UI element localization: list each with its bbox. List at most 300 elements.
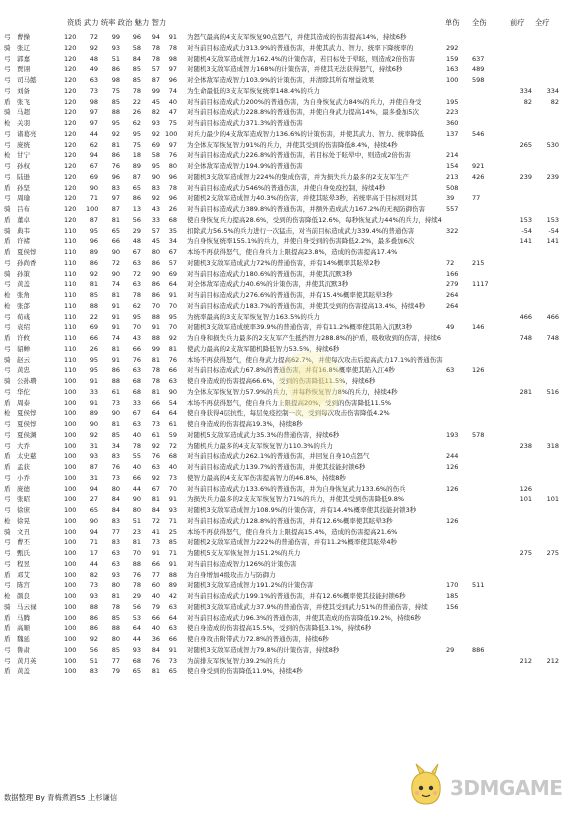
cell-total-damage: 489 (472, 65, 485, 74)
table-row (0, 602, 580, 613)
cell-aptitude: 120 (64, 76, 77, 84)
cell-skill-description: 对当前目标造成武力180.6%的普通伤害，并使其沉默3秒 (187, 269, 353, 278)
cell-aptitude: 110 (64, 344, 77, 353)
table-row (0, 570, 580, 581)
cell-force: 73 (89, 581, 98, 590)
cell-front-heal: 466 (519, 312, 532, 321)
cell-name: 张郃 (17, 301, 30, 310)
cell-type: 枪 (4, 301, 11, 310)
cell-charm: 77 (151, 570, 160, 579)
cell-single-damage: 29 (446, 645, 455, 654)
cell-skill-description: 对当前目标造成智力126%的计策伤害 (187, 559, 297, 568)
cell-aptitude: 100 (64, 635, 77, 643)
cell-type: 盾 (4, 215, 11, 224)
cell-skill-description: 使武力最高的2支敌军随机降低智力53.5%，持续6秒 (187, 344, 340, 353)
cell-skill-description: 本场不再获得怒气，使自身兵力上限提高20%，受到的伤害降低11.5% (187, 398, 392, 407)
cell-command: 99 (111, 33, 120, 41)
cell-politics: 29 (132, 226, 141, 235)
table-row (0, 279, 580, 290)
cell-command: 90 (111, 248, 120, 256)
cell-type: 盾 (4, 635, 11, 643)
cell-type: 弓 (4, 387, 11, 396)
cell-single-damage: 223 (446, 108, 459, 117)
cell-charm: 88 (151, 334, 160, 342)
cell-skill-description: 对随机2支敌军造成智力222%的普通伤害，并有11.2%概率使其眩晕4秒 (187, 538, 398, 547)
cell-aptitude: 100 (64, 473, 77, 482)
cell-politics: 76 (132, 355, 141, 364)
table-row (0, 666, 580, 677)
cell-skill-description: 对随机3支敌军造成智力224%的集成伤害，并为损失兵力最多的2支友军生产 (187, 172, 409, 181)
cell-total-heal: 516 (546, 387, 559, 396)
cell-intellect: 73 (168, 473, 177, 482)
cell-skill-description: 为自身和损失兵力最多的2支友军产生抵挡智力288.8%的护盾，吸收收到的伤害，持续6 (187, 334, 442, 342)
cell-intellect: 63 (168, 624, 177, 633)
cell-command: 84 (111, 506, 120, 514)
cell-politics: 13 (132, 205, 141, 213)
table-row (0, 204, 580, 215)
cell-single-damage: 214 (446, 151, 459, 160)
cell-skill-description: 对随机3支敌军造成统率39.9%的普通伤害，并有11.2%概率使其陷入沉默3秒 (187, 323, 413, 332)
cell-force: 48 (89, 54, 98, 63)
cell-aptitude: 100 (64, 538, 77, 547)
cell-politics: 66 (132, 344, 141, 353)
cell-type: 盾 (4, 248, 11, 256)
cell-charm: 64 (151, 409, 160, 418)
cell-aptitude: 100 (64, 430, 77, 439)
cell-force: 97 (89, 108, 98, 117)
cell-politics: 96 (132, 33, 141, 41)
cell-intellect: 91 (168, 645, 177, 654)
cell-type: 盾 (4, 398, 11, 407)
cell-front-heal: 101 (519, 495, 532, 504)
cell-total-damage: 426 (472, 172, 485, 181)
cell-charm: 72 (151, 516, 160, 525)
cell-force: 95 (89, 226, 98, 235)
cell-command: 90 (111, 409, 120, 418)
cell-type: 骑 (4, 377, 11, 385)
cell-type: 盾 (4, 452, 11, 461)
table-row (0, 430, 580, 441)
cell-skill-description: 对随机3支敌军造成智力79.8%的计策伤害，持续8秒 (187, 645, 340, 654)
cell-charm: 84 (151, 506, 160, 514)
cell-skill-description: 为前排友军恢复智力39.2%的兵力 (187, 656, 286, 665)
cell-command: 86 (111, 151, 120, 160)
cell-type: 弓 (4, 506, 11, 514)
cell-name: 颜良 (17, 592, 30, 600)
cell-politics: 63 (132, 366, 141, 375)
cell-skill-description: 对当前目标造成武力200%的普通伤害，为自身恢复武力84%的兵力，并使自身受 (187, 97, 422, 106)
cell-force: 92 (89, 430, 98, 439)
cell-name: 贾诩 (17, 65, 30, 74)
cell-force: 56 (89, 645, 98, 654)
cell-aptitude: 110 (64, 366, 77, 375)
cell-politics: 81 (132, 538, 141, 547)
cell-intellect: 71 (168, 549, 177, 557)
table-row (0, 215, 580, 226)
cell-single-damage: 264 (446, 291, 459, 299)
cell-intellect: 70 (168, 301, 177, 310)
cell-charm: 61 (151, 430, 160, 439)
cell-intellect: 92 (168, 334, 177, 342)
cell-politics: 23 (132, 527, 141, 536)
cell-force: 96 (89, 237, 98, 246)
cell-total-damage: 77 (472, 194, 481, 203)
cell-politics: 72 (132, 269, 141, 278)
cell-name: 甘宁 (17, 151, 30, 160)
watermark-circle-icon (255, 340, 365, 425)
cell-politics: 68 (132, 377, 141, 385)
cell-aptitude: 100 (64, 527, 77, 536)
cell-command: 91 (111, 301, 120, 310)
cell-politics: 87 (132, 172, 141, 181)
cell-skill-description: 对全体敌军造成武力40.6%的计策伤害，并使其沉默3秒 (187, 280, 349, 289)
table-row (0, 451, 580, 462)
cell-intellect: 75 (168, 119, 177, 127)
cell-front-heal: 126 (519, 484, 532, 493)
cell-name: 张辽 (17, 43, 30, 52)
cell-politics: 65 (132, 667, 141, 676)
cell-front-heal: 239 (519, 172, 532, 181)
cell-politics: 86 (132, 194, 141, 203)
cell-skill-description: 为怒气最高的4支友军恢复90点怒气，并使其造成的伤害提高14%，持续6秒 (187, 33, 407, 41)
cell-command: 81 (111, 140, 120, 149)
cell-total-heal: 153 (546, 215, 559, 224)
cell-skill-description: 扣除武力56.5%的兵力进行一次猛击，对当前目标造成武力339.4%的普通伤害 (187, 226, 415, 235)
cell-type: 弓 (4, 129, 11, 138)
cell-politics: 44 (132, 635, 141, 643)
cell-command: 63 (111, 549, 120, 557)
cell-skill-description: 对兵力最少的4支敌军造成智力136.6%的计策伤害，并使其武力、智力、统率降低 (187, 129, 424, 138)
cell-total-damage: 546 (472, 129, 485, 138)
cell-aptitude: 110 (64, 323, 77, 332)
cell-aptitude: 110 (64, 258, 77, 267)
cell-aptitude: 100 (64, 420, 77, 428)
cell-type: 骑 (4, 108, 11, 117)
cell-force: 66 (89, 334, 98, 342)
cell-aptitude: 120 (64, 162, 77, 170)
cell-politics: 51 (132, 516, 141, 525)
cell-force: 26 (89, 344, 98, 353)
table-row (0, 591, 580, 602)
cell-command: 74 (111, 280, 120, 289)
cell-politics: 88 (132, 559, 141, 568)
cell-type: 盾 (4, 334, 11, 342)
cell-command: 65 (111, 226, 120, 235)
cell-skill-description: 对当前目标造成武力389.8%的普通伤害，并额外造成武力167.2%的无视防御伤害 (187, 205, 426, 213)
table-row (0, 301, 580, 312)
cell-aptitude: 110 (64, 226, 77, 235)
cell-charm: 80 (151, 248, 160, 256)
cell-total-heal: 141 (546, 237, 559, 246)
cell-name: 鲁肃 (17, 645, 30, 654)
cell-intellect: 96 (168, 76, 177, 84)
cell-type: 弓 (4, 258, 11, 267)
table-row (0, 559, 580, 570)
cell-command: 78 (111, 602, 120, 611)
table-row (0, 580, 580, 591)
cell-force: 87 (89, 463, 98, 471)
cell-politics: 78 (132, 441, 141, 450)
cell-skill-description: 对当前目标造成武力546%的普通伤害，并使自身免疫控制，持续4秒 (187, 183, 386, 192)
cell-intellect: 54 (168, 398, 177, 407)
cell-force: 81 (89, 280, 98, 289)
cell-intellect: 93 (168, 506, 177, 514)
cell-name: 张飞 (17, 97, 30, 106)
cell-name: 公孙瓒 (17, 377, 37, 385)
cell-type: 枪 (4, 119, 11, 127)
cell-force: 31 (89, 473, 98, 482)
cell-charm: 79 (151, 602, 160, 611)
cell-force: 89 (89, 248, 98, 256)
cell-type: 盾 (4, 667, 11, 676)
cell-name: 孙坚 (17, 183, 30, 192)
cell-politics: 63 (132, 420, 141, 428)
cell-skill-description: 对随机4支敌军造成智力162.4%的计策伤害，若目标处于晕眩，则造成2倍伤害 (187, 54, 416, 63)
cell-politics: 63 (132, 280, 141, 289)
cell-single-damage: 195 (446, 97, 459, 106)
cell-politics: 56 (132, 215, 141, 224)
cell-charm: 92 (151, 129, 160, 138)
cell-intellect: 70 (168, 323, 177, 332)
cell-force: 97 (89, 119, 98, 127)
cell-type: 骑 (4, 269, 11, 278)
cell-name: 陈宫 (17, 581, 30, 590)
cell-single-damage: 154 (446, 162, 459, 170)
cell-command: 75 (111, 86, 120, 95)
cell-charm: 45 (151, 237, 160, 246)
cell-skill-description: 对全体敌军造成智力103.9%的计策伤害，并清除其所有增益效果 (187, 76, 375, 84)
cell-command: 76 (111, 463, 120, 471)
watermark-logo (400, 762, 575, 812)
cell-aptitude: 100 (64, 570, 77, 579)
cell-name: 许攸 (17, 334, 30, 342)
cell-command: 95 (111, 119, 120, 127)
cell-force: 69 (89, 323, 98, 332)
cell-command: 63 (111, 559, 120, 568)
cell-command: 80 (111, 635, 120, 643)
cell-skill-description: 对当前目标造成武力96.3%的普通伤害，并使其造成的伤害降低19.2%，持续6秒 (187, 613, 421, 622)
cell-politics: 75 (132, 140, 141, 149)
cell-charm: 81 (151, 355, 160, 364)
cell-charm: 66 (151, 613, 160, 622)
table-row (0, 183, 580, 194)
cell-command: 91 (111, 355, 120, 364)
cell-type: 弓 (4, 420, 11, 428)
cell-command: 92 (111, 129, 120, 138)
cell-type: 弓 (4, 581, 11, 590)
cell-skill-description: 对当前目标造成武力183.7%的普通伤害，并使其受到的伤害提高13.4%，持续4秒 (187, 301, 426, 310)
cell-name: 孙策 (17, 269, 30, 278)
cell-aptitude: 100 (64, 506, 77, 514)
cell-intellect: 70 (168, 484, 177, 493)
footer-credit: 数据整理 By 青梅煮酒S5 上杉谦信 (4, 793, 118, 802)
cell-command: 81 (111, 215, 120, 224)
cell-aptitude: 100 (64, 463, 77, 471)
table-row (0, 226, 580, 237)
cell-intellect: 80 (168, 162, 177, 170)
cell-intellect: 47 (168, 108, 177, 117)
cell-type: 弓 (4, 54, 11, 63)
cell-command: 85 (111, 97, 120, 106)
cell-intellect: 68 (168, 452, 177, 461)
cell-charm: 99 (151, 86, 160, 95)
cell-aptitude: 100 (64, 581, 77, 590)
cell-charm: 92 (151, 441, 160, 450)
cell-front-heal: 82 (523, 97, 532, 106)
cell-skill-description: 为随机兵力最多的4支友军恢复智力110.3%的兵力 (187, 441, 333, 450)
cell-single-damage: 170 (446, 581, 459, 590)
cell-intellect: 64 (168, 280, 177, 289)
cell-name: 魏延 (17, 635, 30, 643)
cell-skill-description: 对随机5支敌军造成武力35.3%的普通伤害，持续6秒 (187, 430, 340, 439)
cell-type: 盾 (4, 183, 11, 192)
cell-command: 83 (111, 516, 120, 525)
header-front-heal: 前疗 (510, 18, 525, 27)
cell-force: 73 (89, 86, 98, 95)
cell-command: 81 (111, 592, 120, 600)
cell-aptitude: 110 (64, 355, 77, 364)
cell-aptitude: 100 (64, 592, 77, 600)
cell-politics: 68 (132, 387, 141, 396)
cell-name: 典韦 (17, 226, 30, 235)
table-row (0, 462, 580, 473)
cell-charm: 45 (151, 97, 160, 106)
cell-name: 马超 (17, 108, 30, 117)
cell-aptitude: 120 (64, 129, 77, 138)
cell-charm: 41 (151, 527, 160, 536)
cell-name: 荀彧 (17, 312, 30, 321)
cell-type: 枪 (4, 516, 11, 525)
cell-command: 88 (111, 108, 120, 117)
cell-politics: 78 (132, 291, 141, 299)
cell-intellect: 34 (168, 237, 177, 246)
cell-command: 72 (111, 258, 120, 267)
cell-politics: 63 (132, 258, 141, 267)
cell-skill-description: 对当前目标造成武力313.9%的普通伤害，并使其武力、智力、统率下降统率的 (187, 43, 414, 52)
cell-intellect: 91 (168, 33, 177, 41)
cell-command: 90 (111, 269, 120, 278)
cell-aptitude: 120 (64, 119, 77, 127)
table-row (0, 623, 580, 634)
cell-charm: 57 (151, 226, 160, 235)
cell-name: 邓艾 (17, 570, 30, 579)
cell-front-heal: 275 (519, 549, 532, 557)
cell-type: 骑 (4, 43, 11, 52)
cell-command: 91 (111, 312, 120, 321)
cell-single-damage: 213 (446, 172, 459, 181)
cell-front-heal: 281 (519, 387, 532, 396)
cell-charm: 57 (151, 65, 160, 74)
cell-intellect: 95 (168, 312, 177, 321)
cell-intellect: 81 (168, 344, 177, 353)
cell-name: 文丑 (17, 527, 30, 536)
table-row (0, 32, 580, 43)
cell-politics: 85 (132, 76, 141, 84)
cell-force: 72 (89, 33, 98, 41)
cell-name: 马腾 (17, 613, 30, 622)
cell-name: 吕布 (17, 205, 30, 213)
cell-command: 77 (111, 527, 120, 536)
cell-type: 盾 (4, 484, 11, 493)
cell-total-damage: 511 (472, 581, 485, 590)
cell-politics: 43 (132, 334, 141, 342)
table-row (0, 43, 580, 54)
cell-command: 83 (111, 452, 120, 461)
cell-charm: 33 (151, 215, 160, 224)
cell-total-damage: 126 (472, 366, 485, 375)
cell-total-heal: 82 (550, 97, 559, 106)
cell-aptitude: 100 (64, 484, 77, 493)
cell-type: 盾 (4, 237, 11, 246)
cell-front-heal: 153 (519, 215, 532, 224)
cell-front-heal: 212 (519, 656, 532, 665)
cell-type: 弓 (4, 280, 11, 289)
cell-total-heal: 334 (546, 86, 559, 95)
cell-aptitude: 100 (64, 624, 77, 633)
cell-skill-description: 对当前目标造成武力226.8%的普通伤害，若目标处于眩晕中，则造成2倍伤害 (187, 151, 411, 160)
cell-force: 91 (89, 398, 98, 407)
cell-skill-description: 对随机3支敌军造成武力72%的普通伤害，并有14%概率其眩晕2秒 (187, 258, 381, 267)
cell-type: 弓 (4, 559, 11, 568)
cell-politics: 76 (132, 570, 141, 579)
cell-politics: 90 (132, 495, 141, 504)
cell-skill-description: 使自身造成的伤害提高15.5%，受到的伤害降低3.1%，持续6秒 (187, 624, 372, 633)
cell-command: 83 (111, 538, 120, 547)
cell-politics: 62 (132, 301, 141, 310)
cell-charm: 70 (151, 301, 160, 310)
cell-single-damage: 63 (446, 366, 455, 375)
table-row (0, 322, 580, 333)
cell-charm: 94 (151, 33, 160, 41)
cell-type: 弓 (4, 86, 11, 95)
cell-intellect: 66 (168, 635, 177, 643)
cell-force: 95 (89, 366, 98, 375)
cell-total-heal: -54 (548, 226, 559, 235)
cell-name: 小乔 (17, 473, 30, 482)
cell-type: 弓 (4, 549, 11, 557)
cell-force: 88 (89, 301, 98, 310)
cell-aptitude: 100 (64, 377, 77, 385)
cell-force: 69 (89, 172, 98, 181)
cell-force: 44 (89, 559, 98, 568)
cell-total-heal: 275 (546, 549, 559, 557)
cell-skill-description: 对随机3支敌军造成武力37.9%的普通伤害，并使其受到武力51%的普通伤害，持续 (187, 602, 428, 611)
cell-force: 98 (89, 97, 98, 106)
cell-single-damage: 126 (446, 484, 459, 493)
cell-command: 88 (111, 624, 120, 633)
cell-politics: 93 (132, 645, 141, 654)
cell-aptitude: 100 (64, 495, 77, 504)
cell-politics: 67 (132, 409, 141, 418)
cell-politics: 29 (132, 592, 141, 600)
cell-skill-description: 对随机2支敌军造成智力40.3%的伤害，并使其眩晕3秒，若统率高于目标则对其 (187, 194, 418, 203)
cell-command: 81 (111, 291, 120, 299)
cell-command: 87 (111, 205, 120, 213)
cell-intellect: 59 (168, 430, 177, 439)
cell-charm: 84 (151, 645, 160, 654)
cell-aptitude: 100 (64, 452, 77, 461)
cell-charm: 95 (151, 162, 160, 170)
cell-aptitude: 100 (64, 656, 77, 665)
cell-name: 张角 (17, 291, 30, 299)
cell-command: 96 (111, 172, 120, 181)
cell-force: 44 (89, 129, 98, 138)
cell-charm: 78 (151, 54, 160, 63)
cell-intellect: 61 (168, 420, 177, 428)
cell-force: 92 (89, 43, 98, 52)
cell-aptitude: 100 (64, 409, 77, 418)
cell-aptitude: 120 (64, 33, 77, 41)
